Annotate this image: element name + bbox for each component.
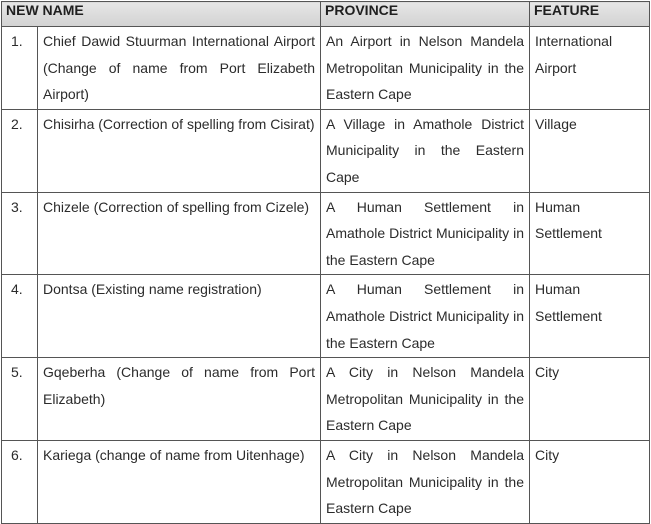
row-number: 2. bbox=[2, 109, 38, 192]
header-new-name: NEW NAME bbox=[2, 2, 321, 27]
new-name-cell: Chizele (Correction of spelling from Cizele) bbox=[38, 192, 321, 275]
new-name-cell: Gqeberha (Change of name from Port Elizabeth) bbox=[38, 358, 321, 441]
row-number: 3. bbox=[2, 192, 38, 275]
feature-cell: International Airport bbox=[530, 27, 650, 110]
row-number: 4. bbox=[2, 275, 38, 358]
header-feature: FEATURE bbox=[530, 2, 650, 27]
province-cell: An Airport in Nelson Mandela Metropolitan Municipality in the Eastern Cape bbox=[321, 27, 530, 110]
province-cell: A Human Settlement in Amathole District Municipality in the Eastern Cape bbox=[321, 192, 530, 275]
table-row bbox=[2, 358, 650, 441]
new-name-cell: Kariega (change of name from Uitenhage) bbox=[38, 440, 321, 523]
row-number: 5. bbox=[2, 358, 38, 441]
province-cell: A City in Nelson Mandela Metropolitan Municipality in the Eastern Cape bbox=[321, 440, 530, 523]
feature-cell: Human Settlement bbox=[530, 275, 650, 358]
province-cell: A City in Nelson Mandela Metropolitan Municipality in the Eastern Cape bbox=[321, 358, 530, 441]
header-province: PROVINCE bbox=[321, 2, 530, 27]
header-row bbox=[2, 2, 650, 27]
feature-cell: Human Settlement bbox=[530, 192, 650, 275]
feature-cell: City bbox=[530, 358, 650, 441]
province-cell: A Village in Amathole District Municipality in the Eastern Cape bbox=[321, 109, 530, 192]
table-row bbox=[2, 109, 650, 192]
table-row bbox=[2, 192, 650, 275]
feature-cell: Village bbox=[530, 109, 650, 192]
table-row bbox=[2, 440, 650, 523]
row-number: 1. bbox=[2, 27, 38, 110]
row-number: 6. bbox=[2, 440, 38, 523]
table-row bbox=[2, 275, 650, 358]
feature-cell: City bbox=[530, 440, 650, 523]
province-cell: A Human Settlement in Amathole District Municipality in the Eastern Cape bbox=[321, 275, 530, 358]
place-names-table bbox=[1, 1, 650, 524]
new-name-cell: Chisirha (Correction of spelling from Cisirat) bbox=[38, 109, 321, 192]
new-name-cell: Chief Dawid Stuurman International Airport (Change of name from Port Elizabeth Airport) bbox=[38, 27, 321, 110]
new-name-cell: Dontsa (Existing name registration) bbox=[38, 275, 321, 358]
table-row bbox=[2, 27, 650, 110]
